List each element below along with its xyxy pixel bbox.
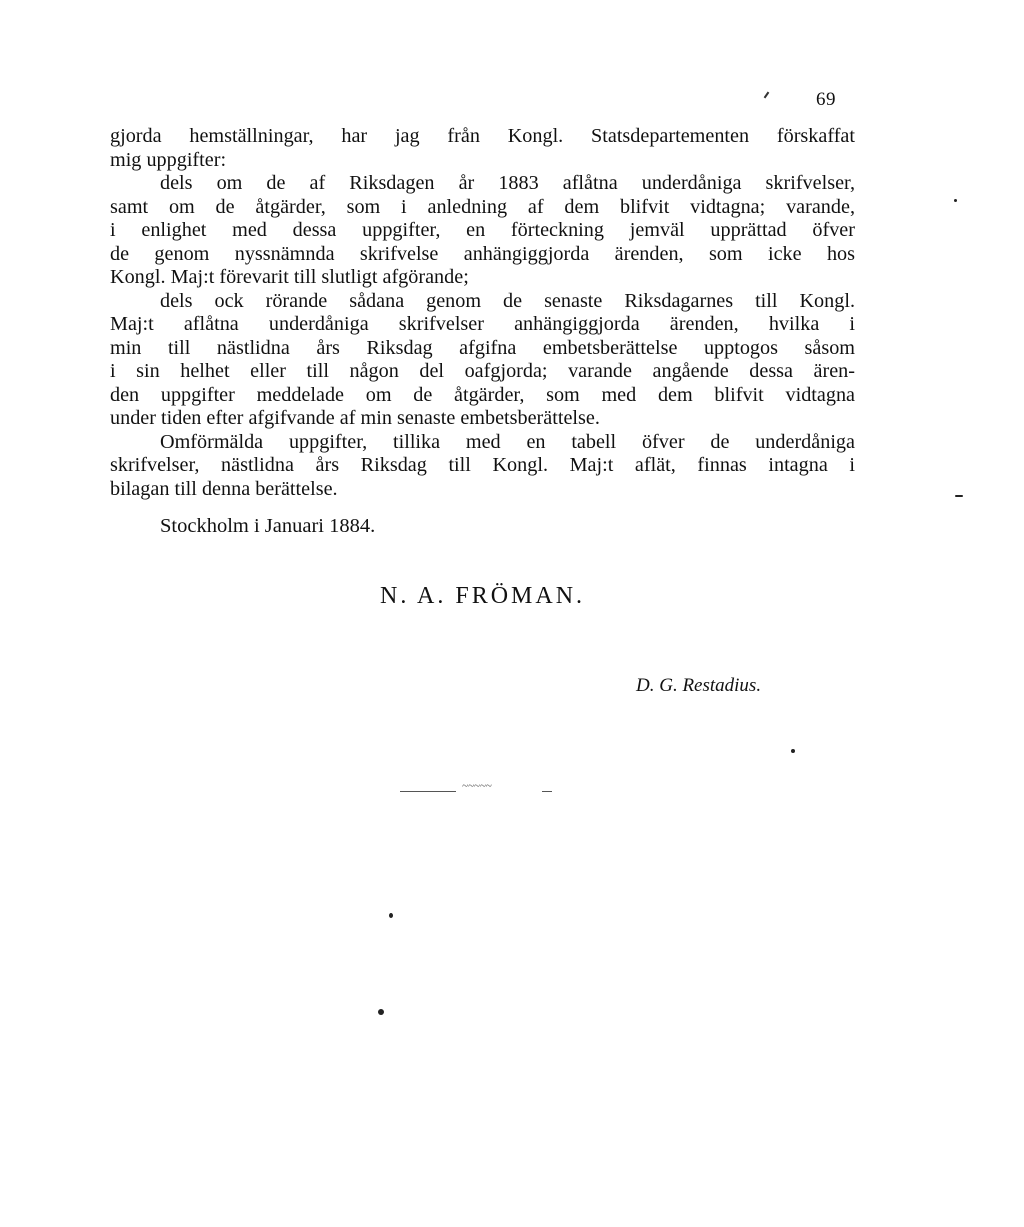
text-line: skrifvelser, nästlidna års Riksdag till Kongl. Maj:t aflät, finnas intagna i [110,454,855,476]
signature-secondary: D. G. Restadius. [636,675,762,696]
body-text [110,125,855,501]
pencil-tick-mark [764,92,770,99]
text-line: de genom nyssnämnda skrifvelse anhängiggjorda ärenden, som icke hos [110,242,855,265]
signature-main: N. A. FRÖMAN. [380,583,586,609]
text-line: dels ock rörande sådana genom de senaste Riksdagarnes till Kongl. [160,289,855,312]
text-line: i enlighet med dessa uppgifter, en förteckning jemväl upprättad öfver [110,219,855,241]
text-line: samt om de åtgärder, som i anledning af dem blifvit vidtagna; varande, [110,195,855,218]
text-line: Maj:t aflåtna underdåniga skrifvelser anhängiggjorda ärenden, hvilka i [110,313,855,335]
text-line: Omförmälda uppgifter, tillika med en tabell öfver de underdåniga [160,430,855,453]
text-line: gjorda hemställningar, har jag från Kongl. Statsdepartementen förskaffat [110,125,855,147]
text-line: min till nästlidna års Riksdag afgifna embetsberättelse upptogos såsom [110,336,855,359]
scribble-line [400,791,456,792]
page-number: 69 [816,89,836,110]
ink-speck [389,913,393,918]
ink-speck [954,199,957,202]
ink-speck [378,1009,384,1015]
text-line: bilagan till denna berättelse. [110,477,338,500]
text-line: Kongl. Maj:t förevarit till slutligt afgörande; [110,266,469,288]
place-date: Stockholm i Januari 1884. [160,515,376,537]
text-line: under tiden efter afgifvande af min senaste embetsberättelse. [110,407,600,429]
text-line: den uppgifter meddelade om de åtgärder, som med dem blifvit vidtagna [110,383,855,406]
scribble-line [542,791,552,792]
text-line: mig uppgifter: [110,148,227,171]
text-line: i sin helhet eller till någon del oafgjorda; varande angående dessa ären- [110,360,855,382]
ink-speck [791,749,795,753]
ink-speck [955,495,963,497]
text-line: dels om de af Riksdagen år 1883 aflåtna underdåniga skrifvelser, [160,172,855,194]
faint-scribble: ~~~~~ [462,780,492,792]
